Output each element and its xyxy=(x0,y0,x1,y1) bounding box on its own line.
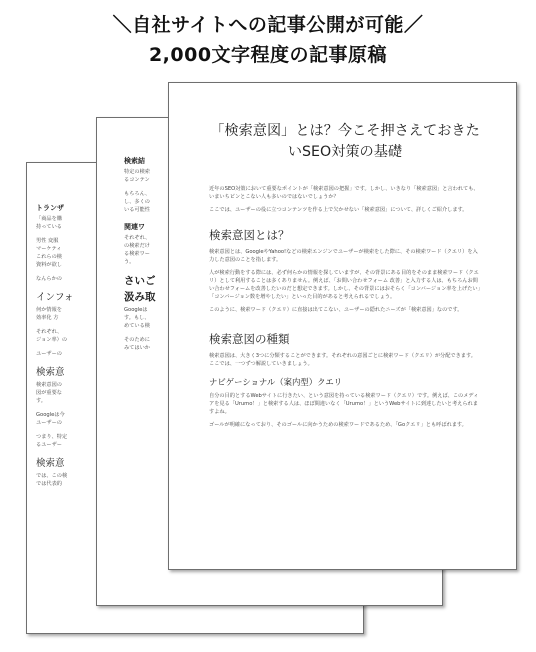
headline-line2: 2,000文字程度の記事原稿 xyxy=(148,44,388,66)
intro-paragraph: ここでは、ユーザーの役に立つコンテンツを作る上で欠かせない「検索意図」について、詳しくご紹介します。 xyxy=(209,207,468,213)
middle-page-heading-1: 検索結 xyxy=(124,157,145,165)
middle-page-heading-3b: 汲み取 xyxy=(124,291,156,303)
middle-page-text: う。 xyxy=(124,259,135,265)
back-page-text: 効率化 方 xyxy=(36,315,59,321)
middle-page-text: みてはいか xyxy=(124,345,150,351)
middle-page-heading-3a: さいご xyxy=(124,275,156,287)
middle-page-text: るコンテン xyxy=(124,177,150,183)
back-page-heading-2: インフォ xyxy=(36,292,74,303)
middle-page-text: めている検 xyxy=(124,323,150,329)
back-page-text: つまり、特定 xyxy=(36,434,68,440)
back-page-text: 図が重要な xyxy=(36,390,62,396)
body-paragraph: 検索意図は、大きく3つに分類することができます。それぞれの意図ごとに検索ワード（クエリ）が分配できます。ここでは、一つずつ解説していきましょう。 xyxy=(209,353,476,367)
middle-page-text: いる可能性 xyxy=(124,207,150,213)
back-page-text: では、この検 xyxy=(36,473,68,479)
back-page-heading-3: 検索意 xyxy=(36,367,65,378)
back-page-text: では代表的 xyxy=(36,481,62,487)
article-title: 「検索意図」とは？今こそ押さえておきたいSEO対策の基礎 xyxy=(210,123,480,160)
middle-page-text: る検索ワー xyxy=(124,251,150,257)
body-paragraph: ゴールが明確になっており、そのゴールに向かうための検索ワードであるため、「Goクエリ」とも呼ばれます。 xyxy=(209,422,467,428)
body-paragraph: 検索意図とは、GoogleやYahoo!などの検索エンジンでユーザーが検索をした際に、その検索ワード（クエリ）を入力した意図のことを指します。 xyxy=(209,249,478,263)
back-page-text: これらの検 xyxy=(36,254,62,260)
document-page-front xyxy=(168,82,517,570)
back-page-text: ユーザーの xyxy=(36,351,62,357)
back-page-text: 持っている xyxy=(36,224,62,230)
section-heading-intent-types: 検索意図の種類 xyxy=(209,332,290,346)
middle-page-text: す。もし、 xyxy=(124,315,150,321)
middle-page-text: 特定の検索 xyxy=(124,169,150,175)
back-page-text: Googleは今 xyxy=(36,412,65,418)
intro-paragraph: 近年のSEO対策において重要なポイントが「検索意図の把握」です。しかし、いきなり「検索意図」と言われても、いまいちピンとこない人も多いのではないでしょうか？ xyxy=(209,186,479,200)
middle-page-text: の検索だけ xyxy=(124,243,150,249)
back-page-text: 検索意図の xyxy=(36,382,62,388)
body-paragraph: 人が検索行動をする際には、必ず何らかの情報を探していますが、その背景にある目的をそのまま検索ワード（クエリ）として利用することは多くありません。例えば、「お問い合わせフォーム 改善」と入力する人は、もちろんお問い合わせフォームを改善したいのだと想定できます。しかし、その背景にはおそらく「コンバージョン率を上げたい」「コンバージョン数を増やしたい」といった目的があると考えられるでしょう。 xyxy=(209,270,481,300)
middle-page-text: Googleは xyxy=(124,307,148,313)
section-heading-what-is-search-intent: 検索意図とは？ xyxy=(209,228,290,242)
back-page-heading-1: トランザ xyxy=(36,204,64,212)
back-page-text: 何か情報を xyxy=(36,307,62,313)
back-page-text: ユーザーの xyxy=(36,420,62,426)
middle-page-text: それぞれ、 xyxy=(124,235,151,241)
back-page-heading-4: 検索意 xyxy=(36,458,65,469)
back-page-text: 資料が欲し xyxy=(36,262,62,268)
back-page-text: ジョン率）の xyxy=(36,337,68,343)
headline-line1: ＼自社サイトへの記事公開が可能／ xyxy=(112,14,424,36)
middle-page-text: し、多くの xyxy=(124,199,150,205)
back-page-text: 男性 変服 xyxy=(36,238,59,244)
back-page-text: なんらかの xyxy=(36,276,62,282)
back-page-text: 「商品を購 xyxy=(36,216,62,222)
middle-page-text: そのために xyxy=(124,337,150,343)
body-paragraph: 自分の目的とするWebサイトに行きたい、という意図を持っている検索ワード（クエリ）です。例えば、このメディアを見る「Urumo！」と検索する人は、ほぼ間違いなく「Urumo！」というWebサイトに到達したいと考えられますよね。 xyxy=(209,393,479,415)
subsection-heading-navigational-query: ナビゲーショナル（案内型）クエリ xyxy=(209,377,343,387)
middle-page-heading-2: 関連ワ xyxy=(124,223,145,231)
back-page-text: それぞれ、 xyxy=(36,329,63,335)
back-page-text: マーケティ xyxy=(36,246,62,252)
back-page-text: るユーザー xyxy=(36,442,62,448)
middle-page-text: もちろん、 xyxy=(124,191,151,197)
back-page-text: す。 xyxy=(36,398,46,404)
body-paragraph: このように、検索ワード（クエリ）に直接は出てこない、ユーザーの隠れたニーズが「検索意図」なのです。 xyxy=(209,307,463,313)
